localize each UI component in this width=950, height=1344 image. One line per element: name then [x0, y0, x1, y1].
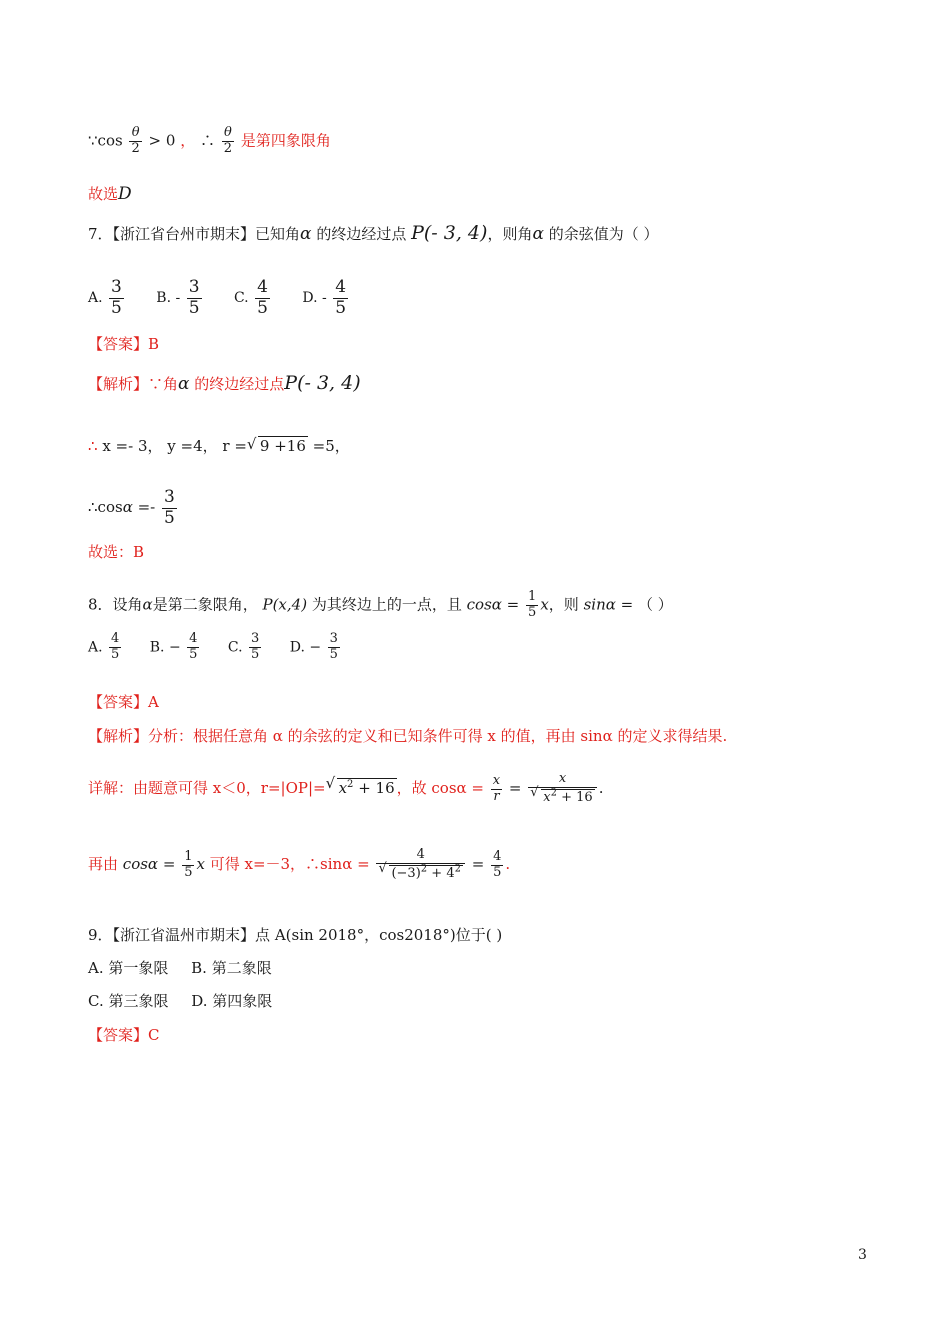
- choose-d-line: [88, 184, 132, 204]
- q8-stem-d: ，则: [548, 595, 579, 614]
- therefore-sign-2: ∴: [88, 437, 98, 455]
- q7-analysis-line: [88, 373, 361, 394]
- q7-step1-values: x =- 3， y =4， r =: [102, 437, 247, 455]
- equals-2: =: [471, 855, 485, 874]
- alpha-symbol-5: α: [142, 595, 153, 614]
- var-x-2: x: [196, 855, 205, 874]
- q9-option-d[interactable]: D. 第四象限: [191, 992, 273, 1010]
- point-p: P(- 3, 4): [411, 222, 488, 244]
- q8-stem-a: 8．设角: [88, 595, 143, 614]
- q8-option-c[interactable]: C. $\frac{3}{5}$: [227, 631, 260, 662]
- one-fifth-2: $\frac{1}{5}$: [184, 848, 193, 880]
- because-cos: ∵cos: [88, 131, 123, 150]
- cos-alpha-expr: cosα =: [466, 595, 520, 614]
- x-over-sqrt: x √ $x^2 + 16$: [528, 772, 596, 806]
- q8-detail-b: ，故 cosα =: [396, 779, 485, 798]
- q7-analysis-a: 【解析】∵角: [88, 375, 179, 393]
- q7-stem-c: ，则角: [487, 225, 533, 243]
- question-7-stem: [88, 223, 659, 244]
- q8-detail: [88, 772, 604, 806]
- page-number: 3: [858, 1247, 867, 1263]
- q8-then-a: 再由: [88, 855, 119, 874]
- q7-option-b[interactable]: B. - $\frac{3}{5}$: [156, 277, 200, 318]
- point-p-2: P(- 3, 4): [284, 372, 361, 394]
- q9-option-a[interactable]: A. 第一象限: [88, 959, 169, 977]
- q8-stem-c: 为其终边上的一点，且: [311, 595, 462, 614]
- q7-option-a[interactable]: A. $\frac{3}{5}$: [88, 277, 122, 318]
- period: .: [598, 779, 604, 798]
- question-7-options: [88, 278, 350, 318]
- q8-then-b: 可得 x=－3，∴sinα =: [209, 855, 370, 874]
- equals-minus: =-: [137, 498, 156, 517]
- q7-analysis-b: 的终边经过点: [194, 375, 285, 393]
- q9-answer: 【答案】C: [88, 1026, 160, 1044]
- greater-than-zero: > 0: [148, 131, 176, 150]
- comma: ，: [180, 131, 196, 150]
- equals: =: [508, 779, 522, 798]
- q7-final: 故选：B: [88, 543, 145, 561]
- therefore-sign: ∴: [200, 131, 216, 150]
- question-8-options: [88, 632, 342, 663]
- cos-alpha-expr-2: cosα =: [122, 855, 176, 874]
- alpha-symbol-2: α: [532, 224, 544, 244]
- q8-stem-b: 是第二象限角，: [152, 595, 258, 614]
- therefore-cos: ∴cos: [88, 498, 123, 517]
- q8-stem-e: （ ）: [637, 595, 673, 614]
- three-fifths: $\frac{3}{5}$: [164, 487, 175, 528]
- choose-text: 故选: [88, 185, 119, 203]
- q8-option-b[interactable]: B. − $\frac{4}{5}$: [149, 631, 198, 662]
- sin-fraction: 4 √ $(-3)^2 + 4^2$: [376, 848, 465, 882]
- q7-answer: 【答案】B: [88, 335, 160, 353]
- alpha-symbol-3: α: [178, 374, 190, 394]
- period-2: .: [505, 855, 511, 874]
- theta-over-two: $\frac{\theta}{2}$: [131, 125, 140, 156]
- question-8-stem: [88, 590, 673, 621]
- q7-option-d[interactable]: D. - $\frac{4}{5}$: [302, 277, 347, 318]
- q9-options-row1: [88, 958, 272, 978]
- solution-line-quadrant: [88, 126, 331, 157]
- q7-step2: [88, 488, 179, 528]
- sin-alpha-expr: sinα =: [583, 595, 634, 614]
- point-px4: P(x,4): [262, 595, 308, 614]
- q9-option-c[interactable]: C. 第三象限: [88, 992, 169, 1010]
- one-fifth: $\frac{1}{5}$: [528, 589, 537, 620]
- sqrt-x2-16: √ $x^2 + 16$: [326, 775, 397, 798]
- q8-option-a[interactable]: A. $\frac{4}{5}$: [88, 631, 120, 662]
- alpha-symbol: α: [300, 224, 312, 244]
- q8-option-d[interactable]: D. − $\frac{3}{5}$: [289, 631, 338, 662]
- q8-detail-a: 详解：由题意可得 x＜0，r=|OP|=: [88, 779, 326, 798]
- question-9-stem: 9．【浙江省温州市期末】点 A(sin 2018°，cos2018°)位于( ): [88, 926, 503, 944]
- q7-stem-a: 7．【浙江省台州市期末】已知角: [88, 225, 301, 243]
- four-fifths: $\frac{4}{5}$: [493, 848, 502, 880]
- x-over-r: $\frac{x}{r}$: [492, 772, 501, 804]
- theta-over-two-2: $\frac{\theta}{2}$: [223, 125, 233, 156]
- var-x: x: [540, 595, 549, 614]
- q8-conclusion: [88, 848, 510, 882]
- q9-option-b[interactable]: B. 第二象限: [191, 959, 272, 977]
- q7-step1-result: =5，: [312, 437, 350, 455]
- q8-answer: 【答案】A: [88, 693, 159, 711]
- q7-option-c[interactable]: C. $\frac{4}{5}$: [233, 277, 268, 318]
- q7-step1: [88, 436, 350, 456]
- q7-stem-d: 的余弦值为（ ）: [548, 225, 659, 243]
- q7-stem-b: 的终边经过点: [316, 225, 407, 243]
- q8-analysis: 【解析】分析：根据任意角 α 的余弦的定义和已知条件可得 x 的值，再由 sinα 的定义求得结果.: [88, 727, 728, 745]
- fourth-quadrant-text: 是第四象限角: [240, 131, 331, 150]
- q9-options-row2: [88, 991, 272, 1011]
- alpha-symbol-4: α: [122, 498, 133, 517]
- choice-d: D: [118, 184, 132, 204]
- sqrt-9-16: √ 9 +16: [247, 436, 308, 456]
